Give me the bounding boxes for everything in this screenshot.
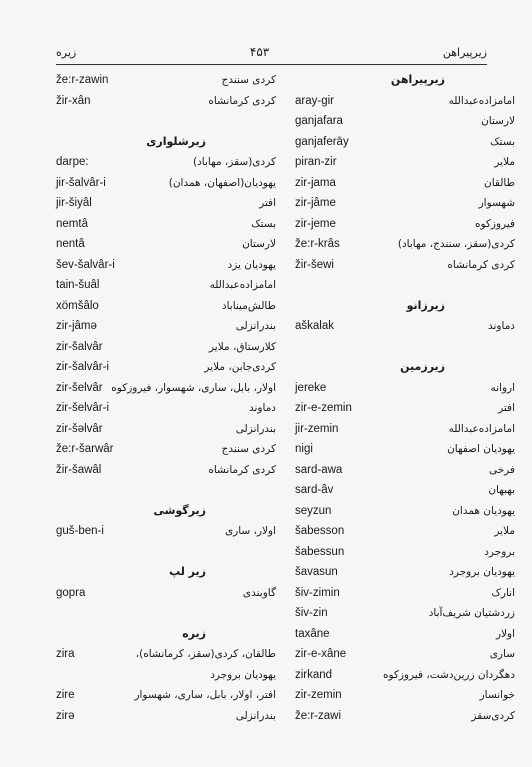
entry-location: طالش‌میناباد	[221, 299, 276, 312]
spacer	[295, 275, 515, 296]
entry-row	[56, 665, 276, 686]
entry-row	[295, 439, 515, 460]
entry-row	[295, 521, 515, 542]
entry-form: zir-jâme	[295, 197, 336, 209]
entry-form: guš-ben-i	[56, 525, 104, 537]
entry-form: darpe:	[56, 156, 89, 168]
entry-row	[56, 644, 276, 665]
entry-location: لارستان	[481, 115, 515, 127]
entry-form: zir-šelvâr-i	[56, 402, 110, 414]
entry-row	[56, 685, 276, 706]
entry-location: افتر	[259, 197, 276, 209]
entry-location: بروجرد	[484, 545, 515, 558]
entry-form: zir-jâmə	[56, 320, 97, 332]
entry-row	[56, 296, 276, 317]
entry-location: ملایر	[494, 525, 515, 537]
entry-row	[295, 193, 515, 214]
entry-form: žir-šewi	[295, 258, 334, 271]
entry-form: ganjafara	[295, 115, 343, 127]
entry-location: دهگردان زرین‌دشت، فیروزکوه	[382, 668, 515, 681]
left-column	[56, 70, 276, 726]
entry-form: žir-šawâl	[56, 463, 102, 476]
entry-row	[56, 193, 276, 214]
entry-row	[56, 173, 276, 194]
entry-row	[56, 255, 276, 276]
entry-location: اولار، ساری	[224, 525, 276, 537]
entry-location: فرخی	[488, 463, 515, 476]
entry-form: zir-šalvâr-i	[56, 361, 110, 373]
entry-location: انارک	[491, 586, 515, 599]
entry-form: že:r-zawin	[56, 74, 109, 86]
entry-form: zir-šəlvâr	[56, 422, 103, 435]
entry-form: tain-šuâl	[56, 279, 100, 291]
entry-form: aray-gir	[295, 94, 334, 107]
entry-row	[295, 583, 515, 604]
entry-location: خوانسار	[479, 689, 515, 701]
entry-row	[56, 152, 276, 173]
section-heading-text: زیرپیراهن	[390, 73, 445, 86]
entry-location: کردی(سقز، مهاباد)	[193, 156, 276, 168]
entry-form: šiv-zin	[295, 607, 328, 619]
entry-form: zirkand	[295, 668, 333, 681]
entry-row	[295, 706, 515, 727]
entry-form: seyzun	[295, 504, 332, 517]
spacer	[56, 542, 276, 563]
entry-row	[295, 91, 515, 112]
entry-row	[56, 460, 276, 481]
entry-location: طالقان	[484, 176, 515, 189]
entry-location: کلارستاق، ملایر	[209, 340, 276, 353]
entry-location: بندرانزلی	[235, 709, 276, 722]
entry-row	[56, 316, 276, 337]
entry-form: aškalak	[295, 320, 334, 332]
section-heading	[56, 562, 276, 583]
section-heading-text: زیرزانو	[406, 298, 445, 312]
entry-location: یهودیان یزد	[227, 258, 276, 271]
entry-location: اروانه	[490, 381, 515, 394]
entry-row	[56, 70, 276, 91]
entry-form: zir-e-xâne	[295, 648, 347, 660]
entry-form: šabessun	[295, 545, 345, 558]
spacer	[56, 480, 276, 501]
entry-form: nemtâ	[56, 217, 88, 230]
entry-location: کردی‌سقز	[471, 709, 515, 722]
section-heading-text: زیرگوشی	[153, 503, 206, 517]
entry-form: že:r-šarwâr	[56, 443, 114, 455]
entry-form: jir-šiyâl	[56, 197, 92, 209]
entry-row	[295, 316, 515, 337]
entry-location: بهبهان	[488, 484, 515, 496]
entry-location: کردی سنندج	[221, 74, 276, 86]
entry-row	[295, 419, 515, 440]
entry-form: že:r-zawi	[295, 709, 342, 722]
entry-row	[56, 583, 276, 604]
entry-location: بندرانزلی	[235, 422, 276, 435]
entry-location: افتر، اولار، بابل، ساری، شهسوار	[134, 689, 276, 701]
entry-form: šev-šalvâr-i	[56, 258, 115, 271]
entry-form: zir-e-zemin	[295, 402, 352, 414]
entry-location: اولار، بابل، ساری، شهسوار، فیروزکوه	[111, 381, 276, 394]
entry-location: کردی‌جابن، ملایر	[204, 361, 276, 373]
entry-row	[295, 665, 515, 686]
entry-location: یهودیان بروجرد	[210, 668, 276, 681]
entry-row	[295, 152, 515, 173]
entry-row	[295, 501, 515, 522]
entry-row	[295, 460, 515, 481]
section-heading	[295, 357, 515, 378]
entry-form: jir-zemin	[295, 422, 339, 435]
entry-row	[56, 439, 276, 460]
entry-location: لارستان	[242, 238, 276, 250]
entry-form: zir-šalvâr	[56, 340, 103, 353]
entry-form: šiv-zimin	[295, 586, 340, 599]
section-heading-text: زیره	[182, 626, 206, 640]
entry-location: یهودیان(اصفهان، همدان)	[168, 176, 276, 189]
entry-row	[295, 603, 515, 624]
entry-form: nentâ	[56, 238, 85, 250]
section-heading	[295, 70, 515, 91]
entry-location: اولار	[495, 627, 515, 640]
entry-row	[295, 111, 515, 132]
spacer	[56, 111, 276, 132]
entry-row	[295, 542, 515, 563]
entry-row	[56, 337, 276, 358]
right-column	[295, 70, 515, 726]
entry-form: šabesson	[295, 525, 345, 537]
entry-location: یهودیان بروجرد	[449, 566, 515, 578]
header-right-title: زیرپیراهن	[442, 45, 487, 59]
section-heading-text: زیرزمین	[400, 360, 445, 373]
section-heading	[295, 296, 515, 317]
header-rule	[56, 64, 487, 65]
entry-form: piran-zir	[295, 156, 337, 168]
entry-location: افتر	[498, 402, 515, 414]
entry-form: taxâne	[295, 627, 330, 640]
entry-form: zirə	[56, 709, 75, 722]
entry-location: بندرانزلی	[235, 320, 276, 332]
entry-row	[56, 378, 276, 399]
entry-form: zir-šelvâr	[56, 381, 103, 394]
entry-form: sard-awa	[295, 463, 343, 476]
entry-location: کردی(سقز، سنندج، مهاباد)	[397, 238, 515, 250]
entry-form: jereke	[295, 381, 327, 394]
entry-form: šavasun	[295, 566, 338, 578]
spacer	[295, 337, 515, 358]
entry-form: gopra	[56, 586, 86, 599]
entry-form: zira	[56, 648, 75, 660]
entry-location: کردی کرمانشاه	[447, 258, 515, 271]
entry-row	[295, 644, 515, 665]
entry-form: ganjaferāy	[295, 135, 349, 148]
section-heading-text: زیرشلواری	[146, 134, 206, 148]
entry-form: zir-jama	[295, 176, 336, 189]
entry-form: sard-âv	[295, 484, 334, 496]
section-heading	[56, 624, 276, 645]
entry-form: že:r-krâs	[295, 238, 340, 250]
entry-row	[56, 234, 276, 255]
entry-row	[295, 480, 515, 501]
entry-row	[295, 685, 515, 706]
entry-row	[295, 173, 515, 194]
entry-row	[295, 562, 515, 583]
entry-location: ملایر	[494, 156, 515, 168]
entry-row	[56, 521, 276, 542]
entry-form: žir-xân	[56, 94, 91, 107]
entry-row	[295, 255, 515, 276]
entry-location: دماوند	[248, 402, 276, 414]
entry-row	[295, 214, 515, 235]
entry-row	[295, 398, 515, 419]
entry-location: کردی کرمانشاه	[208, 463, 276, 476]
entry-row	[56, 214, 276, 235]
entry-location: یهودیان اصفهان	[447, 443, 515, 455]
entry-form: jir-šalvâr-i	[56, 176, 106, 189]
entry-row	[56, 419, 276, 440]
entry-location: بستک	[251, 217, 276, 230]
entry-row	[56, 357, 276, 378]
page-number: ۴۵۳	[249, 45, 270, 59]
entry-row	[56, 706, 276, 727]
header-left-title: زیره	[56, 45, 77, 59]
entry-location: دماوند	[487, 320, 515, 332]
section-heading-text: زیر لپ	[169, 565, 206, 578]
entry-location: کردی کرمانشاه	[208, 94, 276, 107]
entry-location: زردشتیان شریف‌آباد	[428, 607, 515, 619]
entry-row	[295, 234, 515, 255]
entry-form: xömšâlo	[56, 299, 99, 312]
entry-location: گاوبندی	[242, 586, 276, 599]
entry-location: بستک	[490, 135, 515, 148]
entry-form: zir-jeme	[295, 217, 336, 230]
entry-location: امامزاده‌عبدالله	[209, 279, 276, 291]
entry-form: zire	[56, 689, 75, 701]
entry-location: کردی سنندج	[221, 443, 276, 455]
entry-location: امامزاده‌عبدالله	[448, 94, 515, 107]
page-header	[56, 44, 487, 60]
entry-row	[56, 398, 276, 419]
entry-location: شهسوار	[478, 197, 515, 209]
entry-row	[295, 132, 515, 153]
section-heading	[56, 501, 276, 522]
entry-location: فیروزکوه	[474, 217, 515, 230]
entry-location: طالقان، کردی(سقز، کرمانشاه)،	[135, 648, 276, 660]
entry-form: zir-zemin	[295, 689, 342, 701]
entry-row	[295, 624, 515, 645]
entry-row	[295, 378, 515, 399]
entry-location: ساری	[489, 648, 515, 660]
section-heading	[56, 132, 276, 153]
entry-form: nigi	[295, 443, 313, 455]
entry-location: امامزاده‌عبدالله	[448, 422, 515, 435]
entry-location: یهودیان همدان	[452, 504, 515, 517]
entry-row	[56, 91, 276, 112]
entry-row	[56, 275, 276, 296]
spacer	[56, 603, 276, 624]
